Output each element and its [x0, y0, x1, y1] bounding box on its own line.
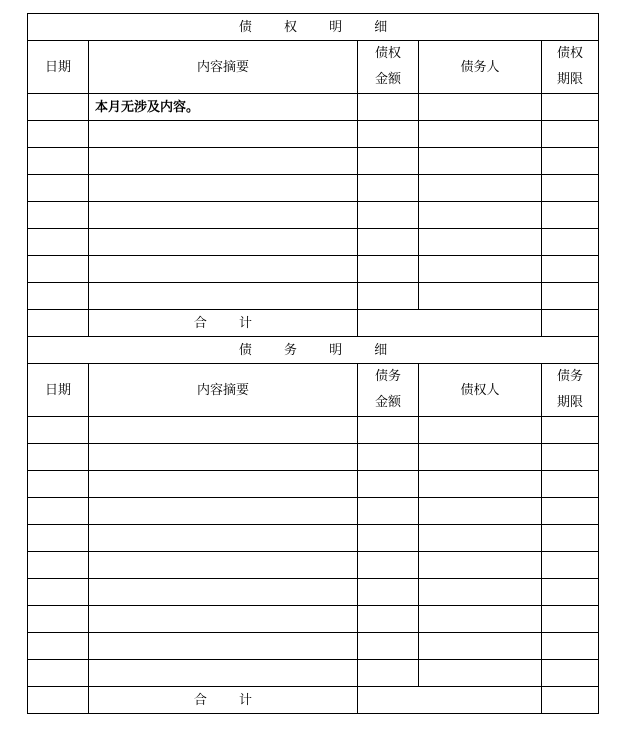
debt-data-row — [28, 498, 599, 525]
date-cell — [28, 552, 89, 579]
amount-cell — [358, 525, 419, 552]
party-cell — [419, 660, 542, 687]
date-cell — [28, 579, 89, 606]
amount-cell — [358, 552, 419, 579]
date-cell — [28, 498, 89, 525]
creditor-title-row — [28, 14, 599, 41]
party-cell — [419, 498, 542, 525]
ledger-table — [27, 13, 599, 714]
total-blank-cell — [28, 687, 89, 714]
creditor-header-date: 日期 — [28, 41, 89, 94]
amount-cell — [358, 175, 419, 202]
amount-cell — [358, 606, 419, 633]
party-cell — [419, 525, 542, 552]
term-cell — [542, 148, 599, 175]
summary-cell — [89, 552, 358, 579]
debt-header-date: 日期 — [28, 364, 89, 417]
date-cell — [28, 256, 89, 283]
debt-data-row — [28, 579, 599, 606]
amount-cell — [358, 283, 419, 310]
summary-cell — [89, 202, 358, 229]
party-cell — [419, 202, 542, 229]
creditor-header-amount-line1: 债权 — [374, 46, 401, 61]
debt-total-amount — [358, 687, 542, 714]
debt-data-row — [28, 633, 599, 660]
summary-cell — [89, 660, 358, 687]
debt-header-amount — [358, 364, 419, 417]
summary-cell — [89, 525, 358, 552]
summary-cell — [89, 579, 358, 606]
party-cell — [419, 229, 542, 256]
date-cell — [28, 202, 89, 229]
creditor-section-title: 债 权 明 细 — [28, 14, 599, 41]
summary-cell — [89, 256, 358, 283]
amount-cell — [358, 498, 419, 525]
creditor-total-label: 合 计 — [89, 310, 358, 337]
party-cell — [419, 606, 542, 633]
amount-cell — [358, 256, 419, 283]
creditor-header-debtor: 债务人 — [419, 41, 542, 94]
date-cell — [28, 660, 89, 687]
term-cell — [542, 471, 599, 498]
date-cell — [28, 94, 89, 121]
date-cell — [28, 417, 89, 444]
date-cell — [28, 606, 89, 633]
creditor-header-amount-line2: 金额 — [374, 72, 401, 87]
debt-total-label: 合 计 — [89, 687, 358, 714]
creditor-data-row — [28, 229, 599, 256]
term-cell — [542, 283, 599, 310]
creditor-data-row — [28, 283, 599, 310]
creditor-data-row — [28, 148, 599, 175]
term-cell — [542, 633, 599, 660]
total-blank-cell — [28, 310, 89, 337]
debt-header-summary: 内容摘要 — [89, 364, 358, 417]
date-cell — [28, 121, 89, 148]
summary-cell — [89, 175, 358, 202]
summary-cell — [89, 606, 358, 633]
summary-cell — [89, 471, 358, 498]
summary-cell — [89, 498, 358, 525]
debt-header-creditor: 债权人 — [419, 364, 542, 417]
date-cell — [28, 444, 89, 471]
debt-header-amount-line1: 债务 — [374, 369, 401, 384]
term-cell — [542, 121, 599, 148]
debt-data-row — [28, 471, 599, 498]
term-cell — [542, 579, 599, 606]
party-cell — [419, 175, 542, 202]
date-cell — [28, 148, 89, 175]
term-cell — [542, 417, 599, 444]
term-cell — [542, 175, 599, 202]
term-cell — [542, 444, 599, 471]
debt-total-row — [28, 687, 599, 714]
amount-cell — [358, 579, 419, 606]
party-cell — [419, 471, 542, 498]
summary-cell — [89, 444, 358, 471]
creditor-header-row — [28, 41, 599, 94]
debt-data-row — [28, 552, 599, 579]
date-cell — [28, 283, 89, 310]
summary-cell — [89, 633, 358, 660]
debt-data-row — [28, 417, 599, 444]
debt-header-term-line1: 债务 — [557, 369, 584, 384]
debt-data-row — [28, 606, 599, 633]
party-cell — [419, 417, 542, 444]
amount-cell — [358, 633, 419, 660]
summary-cell — [89, 229, 358, 256]
date-cell — [28, 471, 89, 498]
date-cell — [28, 175, 89, 202]
debt-header-term-line2: 期限 — [557, 395, 584, 410]
summary-cell — [89, 417, 358, 444]
debt-header-amount-line2: 金额 — [374, 395, 401, 410]
date-cell — [28, 525, 89, 552]
party-cell — [419, 94, 542, 121]
creditor-data-row — [28, 94, 599, 121]
summary-cell — [89, 148, 358, 175]
creditor-data-row — [28, 256, 599, 283]
party-cell — [419, 552, 542, 579]
amount-cell — [358, 444, 419, 471]
party-cell — [419, 283, 542, 310]
summary-cell — [89, 283, 358, 310]
creditor-data-row — [28, 121, 599, 148]
amount-cell — [358, 94, 419, 121]
date-cell — [28, 229, 89, 256]
debt-section-title: 债 务 明 细 — [28, 337, 599, 364]
amount-cell — [358, 660, 419, 687]
debt-data-row — [28, 444, 599, 471]
party-cell — [419, 579, 542, 606]
creditor-header-amount — [358, 41, 419, 94]
creditor-header-summary: 内容摘要 — [89, 41, 358, 94]
party-cell — [419, 633, 542, 660]
term-cell — [542, 552, 599, 579]
debt-header-term — [542, 364, 599, 417]
creditor-header-term-line2: 期限 — [557, 72, 584, 87]
term-cell — [542, 94, 599, 121]
creditor-total-amount — [358, 310, 542, 337]
creditor-data-row — [28, 202, 599, 229]
amount-cell — [358, 229, 419, 256]
total-blank-cell — [542, 687, 599, 714]
party-cell — [419, 148, 542, 175]
total-blank-cell — [542, 310, 599, 337]
date-cell — [28, 633, 89, 660]
creditor-data-row — [28, 175, 599, 202]
debt-data-row — [28, 525, 599, 552]
amount-cell — [358, 202, 419, 229]
term-cell — [542, 202, 599, 229]
amount-cell — [358, 471, 419, 498]
amount-cell — [358, 417, 419, 444]
debt-header-row — [28, 364, 599, 417]
party-cell — [419, 444, 542, 471]
term-cell — [542, 498, 599, 525]
term-cell — [542, 660, 599, 687]
party-cell — [419, 256, 542, 283]
term-cell — [542, 606, 599, 633]
term-cell — [542, 229, 599, 256]
amount-cell — [358, 148, 419, 175]
debt-title-row — [28, 337, 599, 364]
term-cell — [542, 256, 599, 283]
amount-cell — [358, 121, 419, 148]
creditor-note: 本月无涉及内容。 — [89, 94, 358, 121]
creditor-total-row — [28, 310, 599, 337]
term-cell — [542, 525, 599, 552]
creditor-header-term-line1: 债权 — [557, 46, 584, 61]
debt-data-row — [28, 660, 599, 687]
creditor-header-term — [542, 41, 599, 94]
summary-cell — [89, 121, 358, 148]
party-cell — [419, 121, 542, 148]
